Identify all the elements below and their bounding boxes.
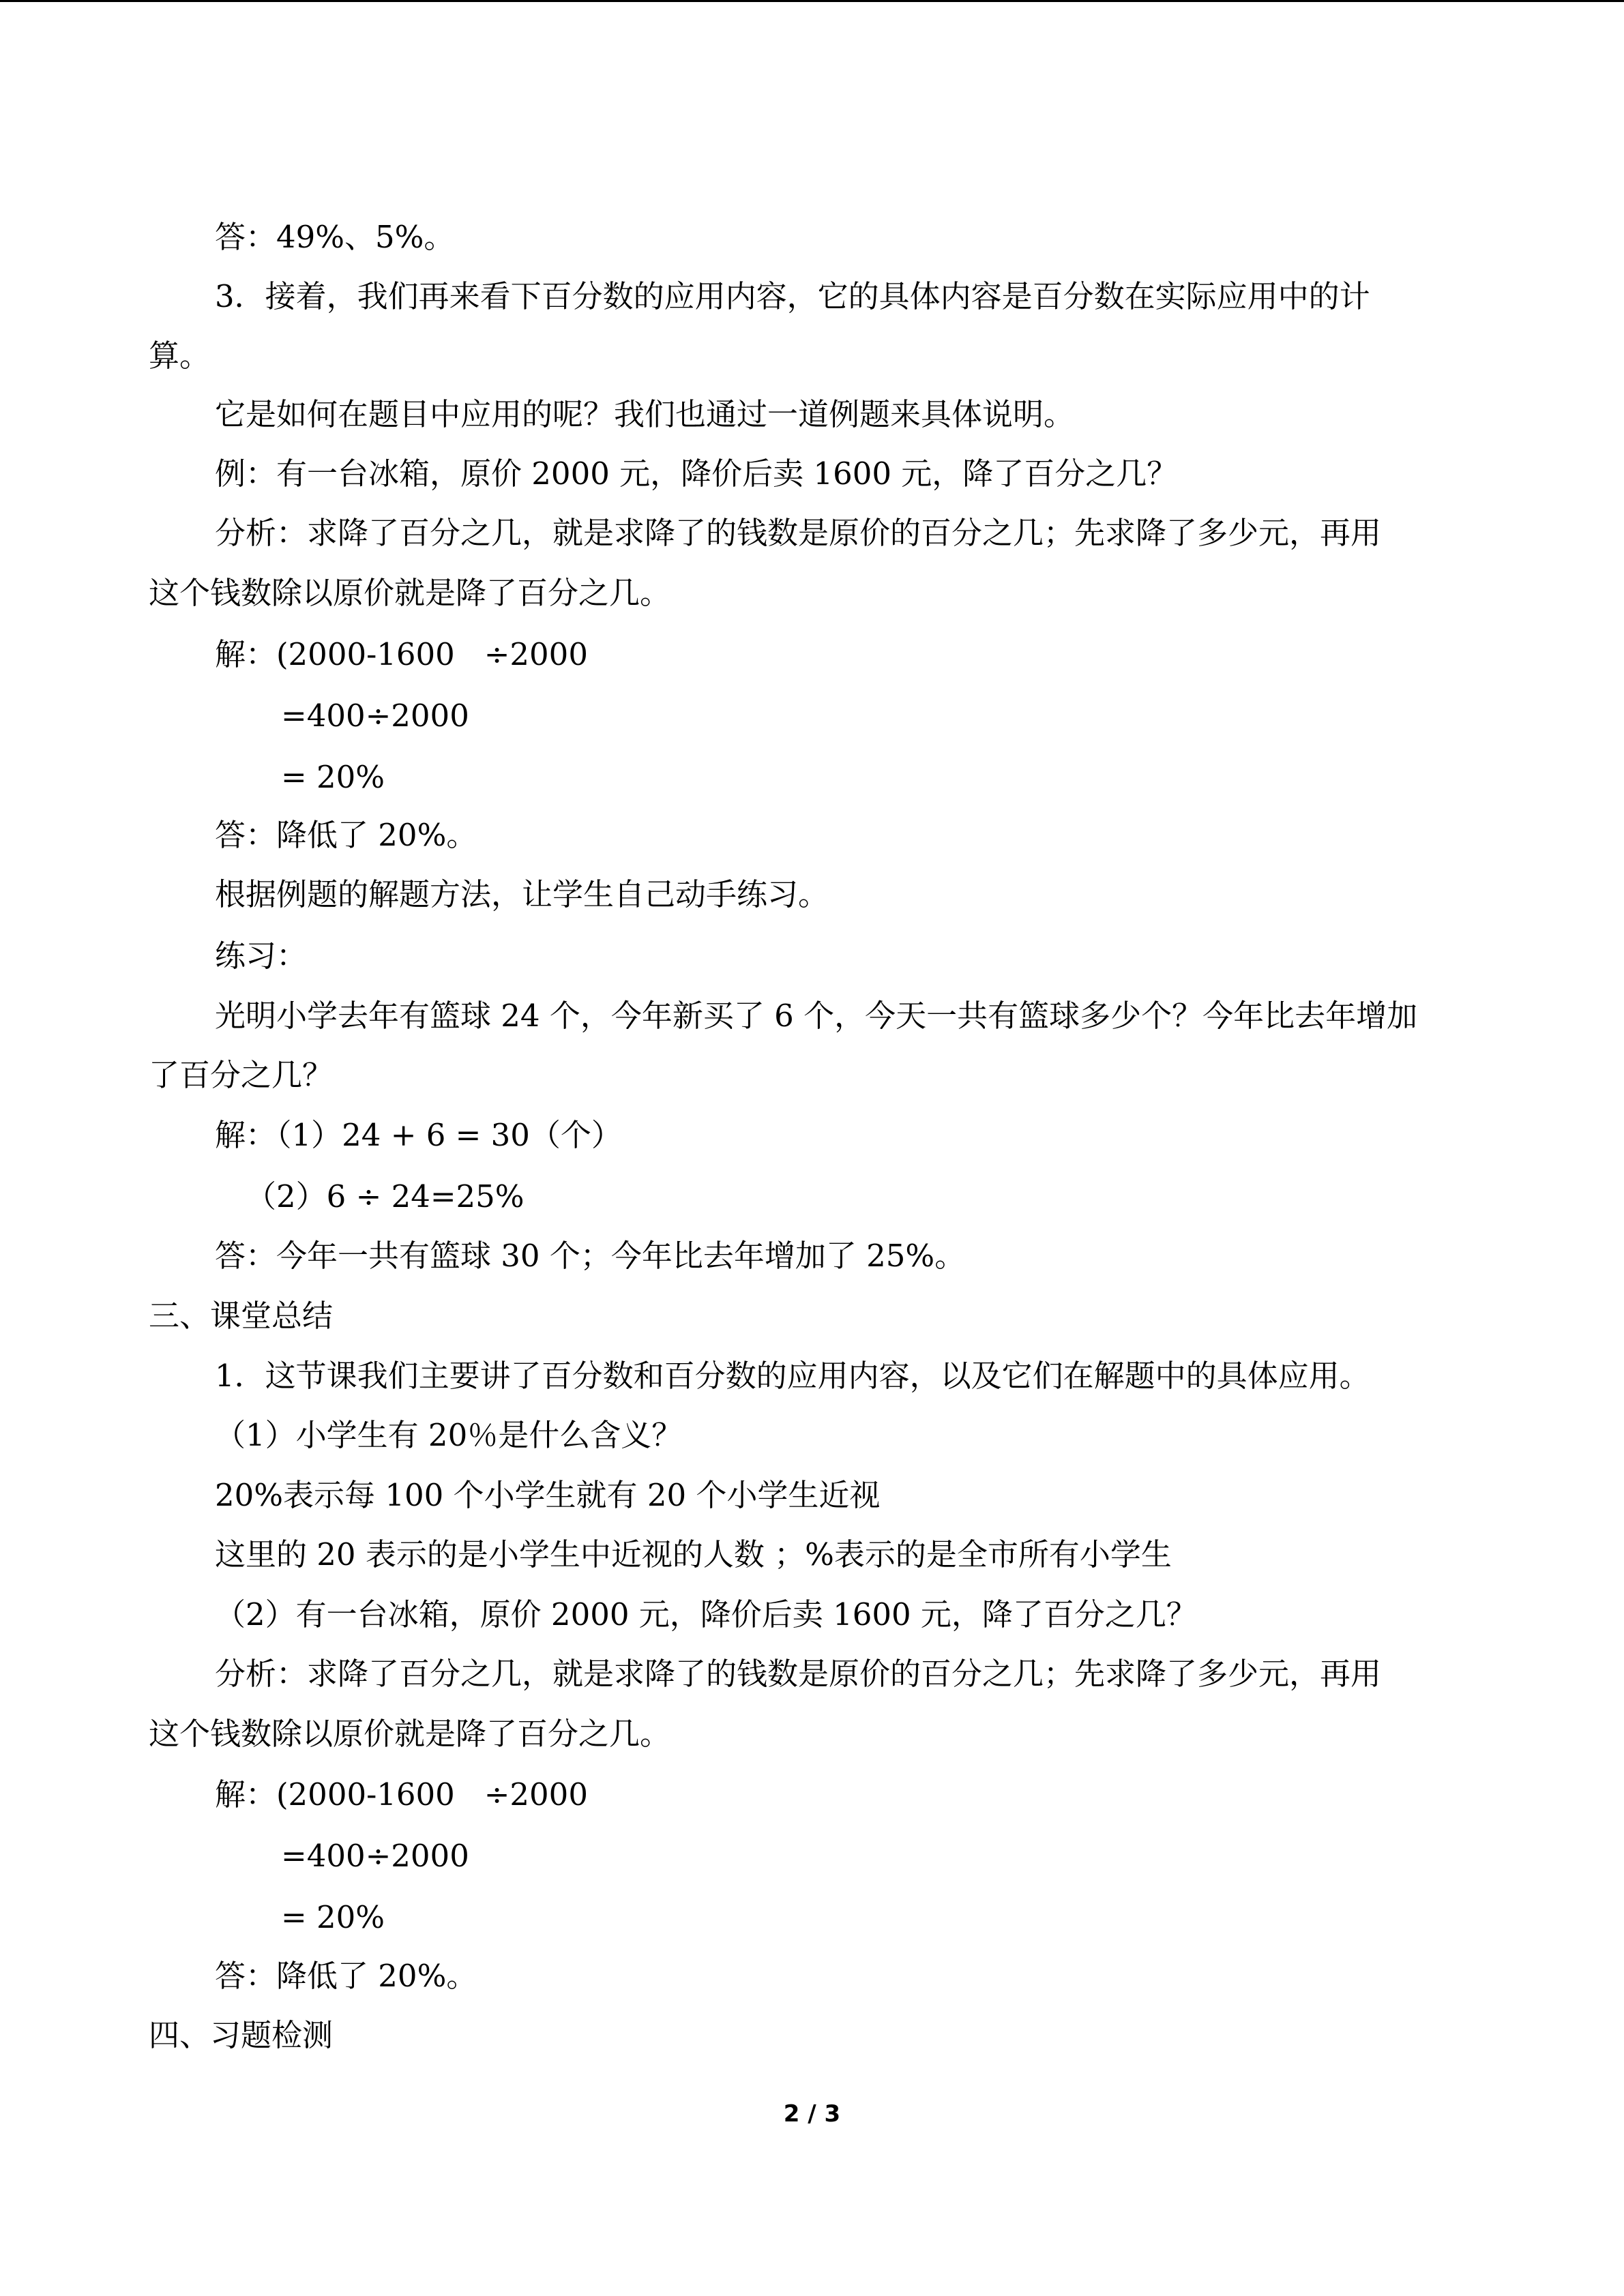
paragraph-line-continued: 算。 xyxy=(149,338,211,374)
exercise-question: 光明小学去年有篮球 24 个，今年新买了 6 个，今天一共有篮球多少个？今年比去年增加 xyxy=(215,998,1418,1034)
paragraph-line: 3．接着，我们再来看下百分数的应用内容，它的具体内容是百分数在实际应用中的计 xyxy=(215,278,1370,314)
exercise-question-continued: 了百分之几？ xyxy=(149,1057,334,1093)
exercise-heading: 练习： xyxy=(215,938,308,974)
section-heading: 三、课堂总结 xyxy=(149,1298,334,1334)
example-question: 例：有一台冰箱，原价 2000 元，降价后卖 1600 元，降了百分之几？ xyxy=(215,456,1178,492)
summary-question: （1）小学生有 20％是什么含义？ xyxy=(215,1417,683,1453)
analysis-line-continued: 这个钱数除以原价就是降了百分之几。 xyxy=(149,575,671,611)
analysis-line-continued: 这个钱数除以原价就是降了百分之几。 xyxy=(149,1716,671,1752)
solution-step: = 20% xyxy=(281,759,385,795)
solution-step: （2）6 ÷ 24=25% xyxy=(246,1178,525,1214)
section-heading: 四、习题检测 xyxy=(149,2017,334,2053)
summary-line: 20%表示每 100 个小学生就有 20 个小学生近视 xyxy=(215,1477,881,1513)
paragraph-line: 根据例题的解题方法，让学生自己动手练习。 xyxy=(215,876,829,912)
page-number: 2 / 3 xyxy=(783,2100,841,2128)
solution-step: = 20% xyxy=(281,1899,385,1935)
answer-line: 答：今年一共有篮球 30 个；今年比去年增加了 25%。 xyxy=(215,1238,966,1274)
summary-line: 1．这节课我们主要讲了百分数和百分数的应用内容，以及它们在解题中的具体应用。 xyxy=(215,1358,1370,1394)
answer-line: 答：49%、5%。 xyxy=(215,219,455,255)
summary-question: （2）有一台冰箱，原价 2000 元，降价后卖 1600 元，降了百分之几？ xyxy=(215,1596,1197,1632)
answer-line: 答：降低了 20%。 xyxy=(215,817,477,853)
answer-line: 答：降低了 20%。 xyxy=(215,1958,477,1994)
solution-step: =400÷2000 xyxy=(281,698,469,734)
solution-step: 解：（1）24 + 6 = 30（个） xyxy=(215,1117,622,1153)
summary-line: 这里的 20 表示的是小学生中近视的人数 ；%表示的是全市所有小学生 xyxy=(215,1536,1172,1572)
solution-step: 解：(2000-1600 ÷2000 xyxy=(215,636,588,672)
paragraph-line: 它是如何在题目中应用的呢？我们也通过一道例题来具体说明。 xyxy=(215,396,1075,432)
analysis-line: 分析：求降了百分之几，就是求降了的钱数是原价的百分之几；先求降了多少元，再用 xyxy=(215,1656,1382,1692)
top-border-line xyxy=(0,0,1624,2)
solution-step: 解：(2000-1600 ÷2000 xyxy=(215,1776,588,1813)
analysis-line: 分析：求降了百分之几，就是求降了的钱数是原价的百分之几；先求降了多少元，再用 xyxy=(215,515,1382,551)
solution-step: =400÷2000 xyxy=(281,1838,469,1874)
